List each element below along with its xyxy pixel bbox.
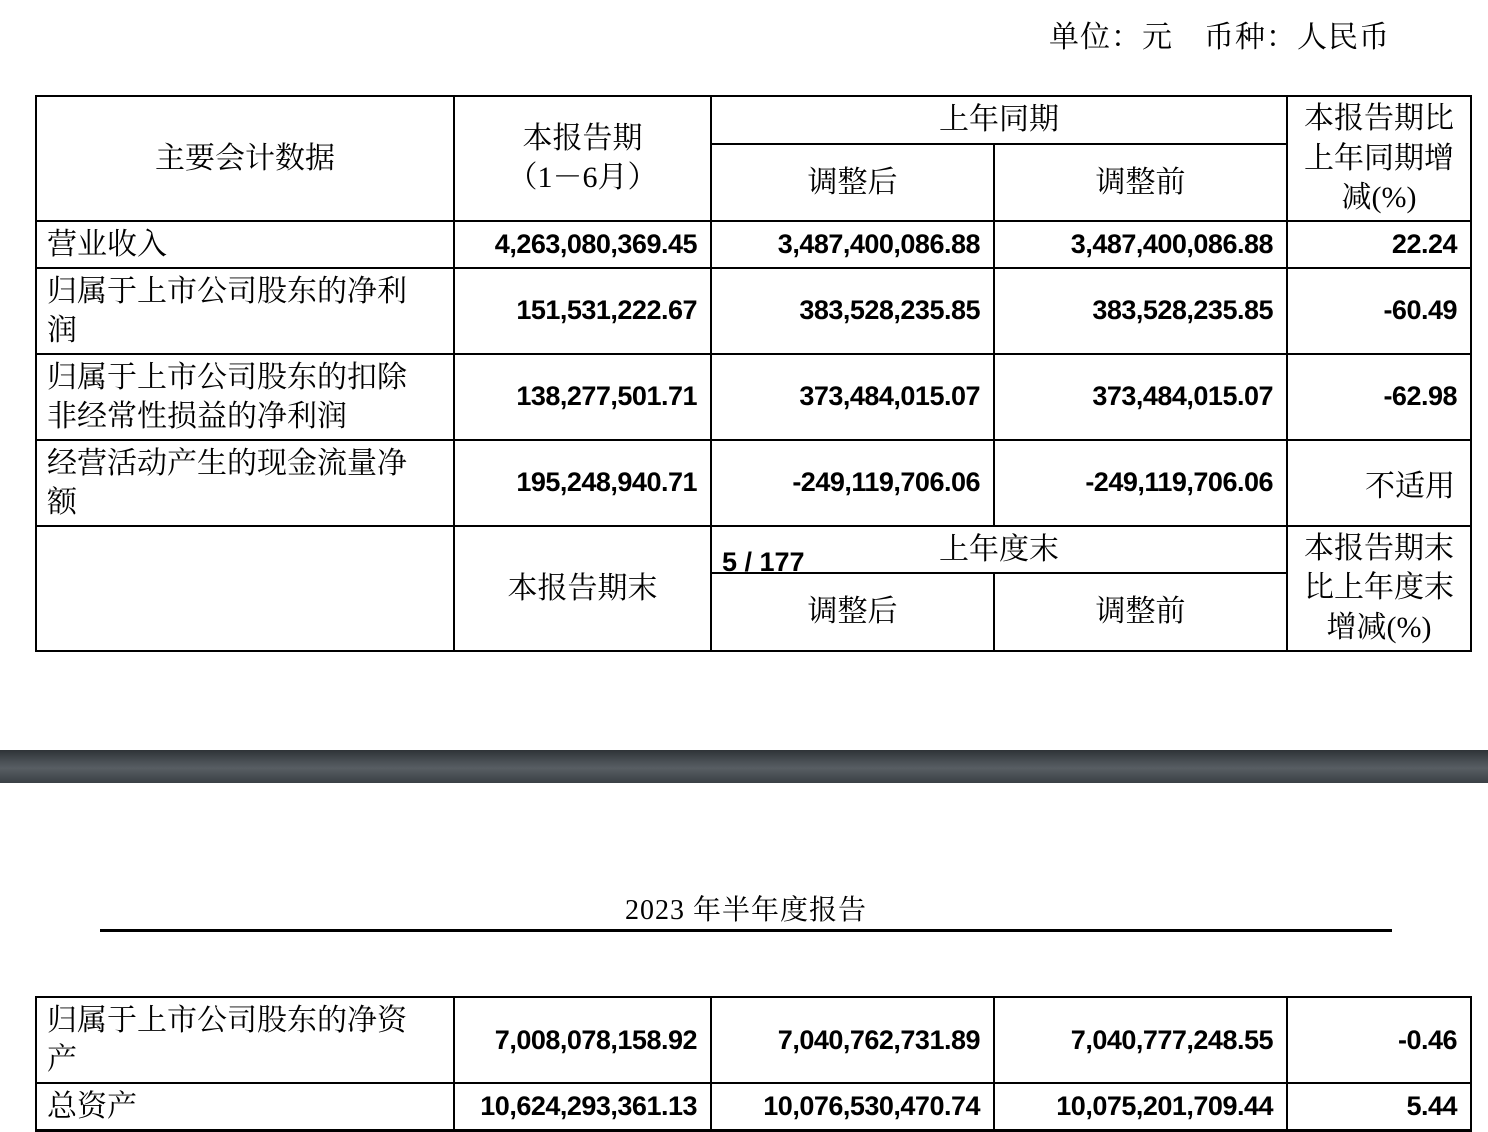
cell-change: -60.49	[1287, 268, 1471, 354]
header-before-adjustment: 调整前	[994, 144, 1287, 221]
cell-current: 7,008,078,158.92	[454, 997, 711, 1083]
header-current-period-line2: （1－6月）	[507, 161, 658, 195]
header-adjusted: 调整后	[711, 144, 994, 221]
cell-change: 不适用	[1287, 440, 1471, 526]
cell-prior-adjusted: 7,040,762,731.89	[711, 997, 994, 1083]
cell-label: 归属于上市公司股东的净资产	[36, 997, 454, 1083]
cell-change: 22.24	[1287, 221, 1471, 268]
cell-current: 195,248,940.71	[454, 440, 711, 526]
cell-prior-before: 10,075,201,709.44	[994, 1083, 1287, 1131]
table-row-revenue	[36, 221, 1471, 268]
cell-prior-adjusted: 373,484,015.07	[711, 354, 994, 440]
cell-label: 营业收入	[36, 221, 454, 268]
cell-current: 10,624,293,361.13	[454, 1083, 711, 1131]
title-underline	[100, 929, 1392, 932]
cell-prior-adjusted: -249,119,706.06	[711, 440, 994, 526]
cell-label: 归属于上市公司股东的扣除非经常性损益的净利润	[36, 354, 454, 440]
financial-summary-continuation-table	[35, 996, 1472, 1132]
header-prior-period-group: 上年同期	[711, 96, 1287, 144]
footer-header-prior-year-end-group: 上年度末	[711, 526, 1287, 574]
cell-prior-adjusted: 10,076,530,470.74	[711, 1083, 994, 1131]
table-row-net-assets	[36, 997, 1471, 1083]
cell-prior-before: -249,119,706.06	[994, 440, 1287, 526]
header-row-top	[36, 96, 1471, 144]
unit-currency-note: 单位：元 币种：人民币	[1049, 21, 1390, 54]
cell-prior-adjusted: 383,528,235.85	[711, 268, 994, 354]
cell-current: 138,277,501.71	[454, 354, 711, 440]
cell-change: -0.46	[1287, 997, 1471, 1083]
cell-label: 经营活动产生的现金流量净额	[36, 440, 454, 526]
report-title: 2023 年半年度报告	[624, 895, 867, 926]
footer-header-before-adjustment: 调整前	[994, 573, 1287, 650]
footer-header-end-of-period: 本报告期末	[454, 526, 711, 651]
page-number: 5 / 177	[722, 547, 805, 577]
header-current-period	[454, 96, 711, 221]
table-row-total-assets	[36, 1083, 1471, 1131]
footer-header-adjusted: 调整后	[711, 573, 994, 650]
cell-prior-before: 383,528,235.85	[994, 268, 1287, 354]
header-current-period-line1: 本报告期	[522, 122, 643, 156]
table-row-net-profit-excl-nonrecurring	[36, 354, 1471, 440]
cell-current: 151,531,222.67	[454, 268, 711, 354]
cell-prior-before: 7,040,777,248.55	[994, 997, 1287, 1083]
header-main-label: 主要会计数据	[36, 96, 454, 221]
footer-header-change-vs-prior-year-end: 本报告期末比上年度末增减(%)	[1287, 526, 1471, 651]
cell-change: -62.98	[1287, 354, 1471, 440]
cell-current: 4,263,080,369.45	[454, 221, 711, 268]
cell-prior-before: 3,487,400,086.88	[994, 221, 1287, 268]
table-row-net-profit	[36, 268, 1471, 354]
cell-label: 归属于上市公司股东的净利润	[36, 268, 454, 354]
cell-change: 5.44	[1287, 1083, 1471, 1131]
table-row-operating-cash-flow	[36, 440, 1471, 526]
cell-prior-before: 373,484,015.07	[994, 354, 1287, 440]
footer-header-empty	[36, 526, 454, 651]
cell-label: 总资产	[36, 1083, 454, 1131]
cell-prior-adjusted: 3,487,400,086.88	[711, 221, 994, 268]
page-separator-bar	[0, 750, 1488, 783]
header-yoy-change: 本报告期比上年同期增减(%)	[1287, 96, 1471, 221]
